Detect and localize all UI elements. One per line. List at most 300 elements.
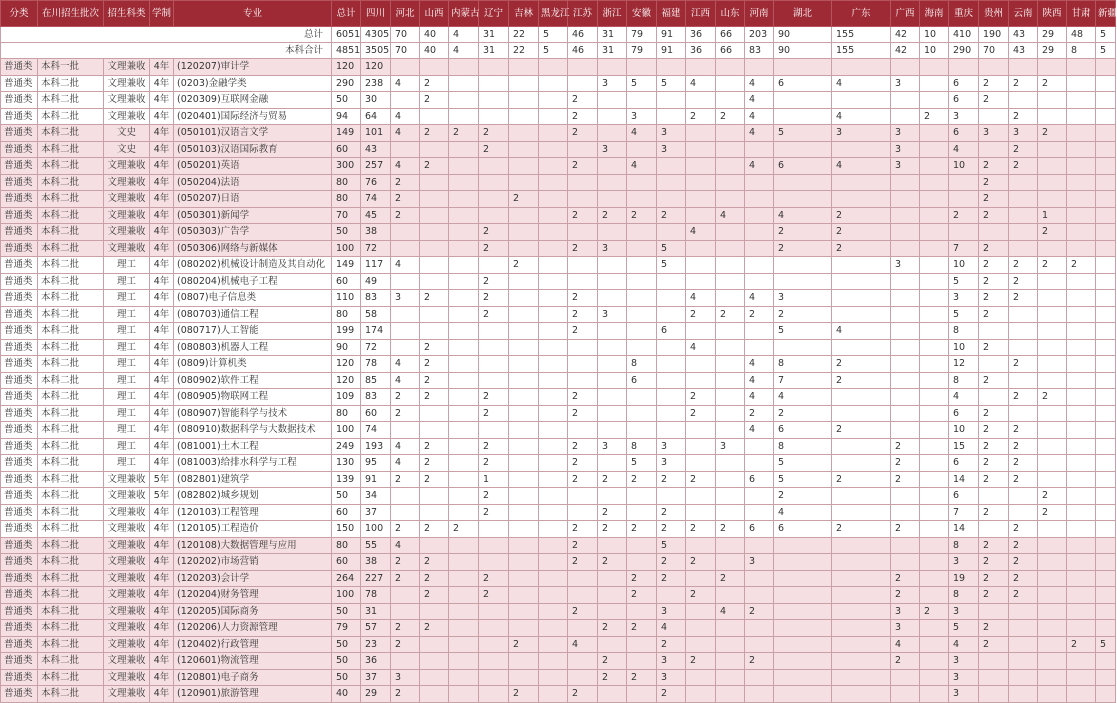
quota-cell bbox=[479, 620, 509, 637]
quota-cell bbox=[686, 570, 716, 587]
quota-cell: 4 bbox=[391, 537, 420, 554]
quota-cell bbox=[891, 306, 920, 323]
quota-cell bbox=[1067, 653, 1096, 670]
subject-cell: 文理兼收 bbox=[104, 570, 150, 587]
quota-cell bbox=[979, 488, 1009, 505]
quota-cell bbox=[745, 191, 774, 208]
total-value: 36 bbox=[686, 43, 716, 59]
major-cell: (080803)机器人工程 bbox=[174, 339, 332, 356]
quota-cell: 76 bbox=[361, 174, 391, 191]
quota-cell bbox=[598, 323, 627, 340]
quota-cell bbox=[891, 174, 920, 191]
quota-cell: 4 bbox=[627, 158, 657, 175]
quota-cell bbox=[539, 504, 568, 521]
quota-cell: 2 bbox=[391, 620, 420, 637]
total-label: 本科合计 bbox=[1, 43, 332, 59]
quota-cell: 4 bbox=[686, 224, 716, 241]
quota-cell: 2 bbox=[891, 455, 920, 472]
quota-cell bbox=[1038, 620, 1067, 637]
quota-cell bbox=[657, 389, 686, 406]
column-header: 广西 bbox=[891, 1, 920, 27]
quota-cell: 2 bbox=[1067, 257, 1096, 274]
major-cell: (0809)计算机类 bbox=[174, 356, 332, 373]
quota-cell bbox=[539, 554, 568, 571]
quota-cell: 2 bbox=[420, 92, 449, 109]
column-header: 湖北 bbox=[774, 1, 832, 27]
quota-cell bbox=[449, 570, 479, 587]
quota-cell: 5 bbox=[657, 257, 686, 274]
total-value: 31 bbox=[479, 27, 509, 43]
quota-cell bbox=[657, 191, 686, 208]
major-cell: (080910)数据科学与大数据技术 bbox=[174, 422, 332, 439]
quota-cell: 4 bbox=[627, 125, 657, 142]
quota-cell bbox=[686, 372, 716, 389]
quota-cell bbox=[1067, 191, 1096, 208]
quota-cell bbox=[891, 59, 920, 76]
quota-cell: 2 bbox=[1009, 537, 1038, 554]
total-value: 90 bbox=[774, 43, 832, 59]
quota-cell: 120 bbox=[332, 59, 361, 76]
quota-cell: 3 bbox=[891, 620, 920, 637]
quota-cell: 4 bbox=[391, 356, 420, 373]
quota-cell: 2 bbox=[716, 306, 745, 323]
subject-cell: 理工 bbox=[104, 422, 150, 439]
quota-cell bbox=[716, 323, 745, 340]
quota-cell bbox=[509, 521, 539, 538]
quota-cell bbox=[979, 521, 1009, 538]
quota-cell bbox=[539, 669, 568, 686]
quota-cell bbox=[920, 174, 949, 191]
quota-cell bbox=[1009, 488, 1038, 505]
quota-cell bbox=[1096, 59, 1116, 76]
quota-cell: 2 bbox=[1009, 471, 1038, 488]
major-cell: (050204)法语 bbox=[174, 174, 332, 191]
quota-cell bbox=[832, 455, 891, 472]
quota-cell bbox=[774, 636, 832, 653]
total-value: 42 bbox=[891, 27, 920, 43]
column-header: 内蒙古 bbox=[449, 1, 479, 27]
category-cell: 普通类 bbox=[1, 207, 38, 224]
quota-cell: 101 bbox=[361, 125, 391, 142]
quota-cell bbox=[509, 653, 539, 670]
quota-cell bbox=[1038, 587, 1067, 604]
table-row bbox=[1, 339, 1116, 356]
quota-cell: 5 bbox=[774, 471, 832, 488]
quota-cell: 2 bbox=[657, 504, 686, 521]
quota-cell: 4 bbox=[391, 257, 420, 274]
quota-cell: 2 bbox=[1009, 570, 1038, 587]
quota-cell: 3 bbox=[949, 603, 979, 620]
quota-cell: 3 bbox=[657, 669, 686, 686]
quota-cell bbox=[449, 323, 479, 340]
quota-cell bbox=[686, 636, 716, 653]
category-cell: 普通类 bbox=[1, 59, 38, 76]
quota-cell bbox=[1067, 554, 1096, 571]
years-cell: 4年 bbox=[150, 174, 174, 191]
quota-cell: 2 bbox=[479, 306, 509, 323]
quota-cell bbox=[539, 521, 568, 538]
quota-cell: 2 bbox=[891, 570, 920, 587]
category-cell: 普通类 bbox=[1, 108, 38, 125]
major-cell: (080905)物联网工程 bbox=[174, 389, 332, 406]
quota-cell: 6 bbox=[774, 422, 832, 439]
quota-cell: 2 bbox=[1009, 438, 1038, 455]
category-cell: 普通类 bbox=[1, 92, 38, 109]
total-value: 8 bbox=[1067, 43, 1096, 59]
quota-cell bbox=[920, 290, 949, 307]
quota-cell bbox=[1096, 471, 1116, 488]
quota-cell bbox=[627, 323, 657, 340]
total-value: 6051 bbox=[332, 27, 361, 43]
quota-cell bbox=[979, 323, 1009, 340]
quota-cell bbox=[627, 405, 657, 422]
quota-cell bbox=[1067, 686, 1096, 703]
quota-cell: 12 bbox=[949, 356, 979, 373]
quota-cell bbox=[1067, 455, 1096, 472]
quota-cell bbox=[509, 537, 539, 554]
quota-cell bbox=[509, 141, 539, 158]
quota-cell: 2 bbox=[1009, 141, 1038, 158]
column-header: 吉林 bbox=[509, 1, 539, 27]
quota-cell bbox=[1009, 405, 1038, 422]
quota-cell: 2 bbox=[568, 405, 598, 422]
quota-cell bbox=[774, 537, 832, 554]
quota-cell bbox=[598, 389, 627, 406]
quota-cell: 257 bbox=[361, 158, 391, 175]
quota-cell: 2 bbox=[568, 125, 598, 142]
quota-cell bbox=[920, 570, 949, 587]
quota-cell bbox=[920, 422, 949, 439]
total-value: 4 bbox=[449, 43, 479, 59]
quota-cell: 2 bbox=[745, 653, 774, 670]
quota-cell: 7 bbox=[949, 240, 979, 257]
years-cell: 4年 bbox=[150, 570, 174, 587]
quota-cell: 3 bbox=[657, 125, 686, 142]
quota-cell bbox=[657, 92, 686, 109]
quota-cell bbox=[539, 191, 568, 208]
quota-cell: 2 bbox=[479, 389, 509, 406]
quota-cell bbox=[539, 686, 568, 703]
quota-cell bbox=[1096, 603, 1116, 620]
quota-cell: 5 bbox=[627, 455, 657, 472]
table-row bbox=[1, 554, 1116, 571]
quota-cell: 2 bbox=[979, 240, 1009, 257]
quota-cell bbox=[1096, 686, 1116, 703]
total-value: 79 bbox=[627, 27, 657, 43]
quota-cell bbox=[449, 141, 479, 158]
category-cell: 普通类 bbox=[1, 372, 38, 389]
total-value: 4851 bbox=[332, 43, 361, 59]
quota-cell bbox=[920, 240, 949, 257]
quota-cell bbox=[774, 620, 832, 637]
quota-cell bbox=[686, 686, 716, 703]
quota-cell: 5 bbox=[774, 323, 832, 340]
column-header: 浙江 bbox=[598, 1, 627, 27]
quota-cell: 6 bbox=[949, 455, 979, 472]
category-cell: 普通类 bbox=[1, 273, 38, 290]
quota-cell bbox=[598, 686, 627, 703]
quota-cell bbox=[509, 372, 539, 389]
quota-cell bbox=[539, 290, 568, 307]
quota-cell bbox=[1096, 240, 1116, 257]
quota-cell: 3 bbox=[598, 141, 627, 158]
category-cell: 普通类 bbox=[1, 290, 38, 307]
quota-cell bbox=[1067, 521, 1096, 538]
table-row bbox=[1, 75, 1116, 92]
quota-cell bbox=[745, 504, 774, 521]
quota-cell bbox=[449, 207, 479, 224]
quota-cell: 2 bbox=[1009, 455, 1038, 472]
quota-cell bbox=[1067, 92, 1096, 109]
quota-cell bbox=[479, 669, 509, 686]
quota-cell bbox=[832, 438, 891, 455]
quota-cell: 80 bbox=[332, 537, 361, 554]
quota-cell bbox=[1067, 339, 1096, 356]
quota-cell: 23 bbox=[361, 636, 391, 653]
quota-cell bbox=[774, 587, 832, 604]
quota-cell bbox=[1096, 306, 1116, 323]
quota-cell: 174 bbox=[361, 323, 391, 340]
quota-cell: 120 bbox=[332, 372, 361, 389]
quota-cell bbox=[1009, 686, 1038, 703]
quota-cell: 2 bbox=[568, 554, 598, 571]
quota-cell bbox=[891, 108, 920, 125]
quota-cell: 3 bbox=[1009, 125, 1038, 142]
quota-cell bbox=[539, 636, 568, 653]
quota-cell: 50 bbox=[332, 603, 361, 620]
batch-cell: 本科二批 bbox=[38, 389, 104, 406]
quota-cell bbox=[1096, 257, 1116, 274]
quota-cell bbox=[774, 273, 832, 290]
quota-cell bbox=[1067, 75, 1096, 92]
quota-cell bbox=[449, 471, 479, 488]
years-cell: 4年 bbox=[150, 587, 174, 604]
quota-cell: 4 bbox=[745, 92, 774, 109]
quota-cell bbox=[598, 92, 627, 109]
quota-cell: 3 bbox=[657, 455, 686, 472]
quota-cell: 3 bbox=[891, 158, 920, 175]
quota-cell: 2 bbox=[657, 636, 686, 653]
quota-cell: 2 bbox=[979, 438, 1009, 455]
quota-cell: 29 bbox=[361, 686, 391, 703]
quota-cell: 2 bbox=[949, 207, 979, 224]
quota-cell bbox=[1067, 356, 1096, 373]
quota-cell: 2 bbox=[686, 521, 716, 538]
quota-cell bbox=[657, 356, 686, 373]
quota-cell: 4 bbox=[745, 356, 774, 373]
quota-cell bbox=[920, 504, 949, 521]
quota-cell bbox=[598, 372, 627, 389]
quota-cell: 2 bbox=[568, 306, 598, 323]
subject-cell: 文理兼收 bbox=[104, 521, 150, 538]
quota-cell bbox=[420, 537, 449, 554]
total-value: 40 bbox=[420, 43, 449, 59]
quota-cell bbox=[1096, 290, 1116, 307]
quota-cell bbox=[745, 141, 774, 158]
quota-cell bbox=[598, 191, 627, 208]
batch-cell: 本科二批 bbox=[38, 372, 104, 389]
quota-cell bbox=[1038, 686, 1067, 703]
quota-cell bbox=[1096, 620, 1116, 637]
total-value: 10 bbox=[920, 27, 949, 43]
quota-cell bbox=[920, 669, 949, 686]
quota-cell bbox=[1096, 455, 1116, 472]
quota-cell bbox=[891, 504, 920, 521]
table-row bbox=[1, 290, 1116, 307]
quota-cell: 2 bbox=[568, 603, 598, 620]
quota-cell bbox=[979, 224, 1009, 241]
major-cell: (050303)广告学 bbox=[174, 224, 332, 241]
quota-cell bbox=[774, 686, 832, 703]
subject-cell: 理工 bbox=[104, 339, 150, 356]
quota-cell bbox=[920, 191, 949, 208]
quota-cell bbox=[449, 92, 479, 109]
quota-cell bbox=[832, 587, 891, 604]
quota-cell bbox=[716, 174, 745, 191]
quota-cell bbox=[1096, 372, 1116, 389]
quota-cell: 43 bbox=[361, 141, 391, 158]
quota-cell bbox=[509, 471, 539, 488]
total-value: 29 bbox=[1038, 27, 1067, 43]
quota-cell: 120 bbox=[361, 59, 391, 76]
subject-cell: 理工 bbox=[104, 405, 150, 422]
quota-cell bbox=[774, 92, 832, 109]
quota-cell: 2 bbox=[627, 471, 657, 488]
quota-cell: 5 bbox=[949, 273, 979, 290]
quota-cell: 2 bbox=[479, 504, 509, 521]
quota-cell bbox=[1096, 389, 1116, 406]
quota-cell bbox=[1096, 570, 1116, 587]
quota-cell bbox=[509, 405, 539, 422]
quota-cell bbox=[686, 59, 716, 76]
years-cell: 4年 bbox=[150, 405, 174, 422]
quota-cell bbox=[568, 174, 598, 191]
quota-cell: 2 bbox=[1009, 422, 1038, 439]
major-cell: (020309)互联网金融 bbox=[174, 92, 332, 109]
quota-cell bbox=[716, 653, 745, 670]
quota-cell: 109 bbox=[332, 389, 361, 406]
quota-cell: 2 bbox=[420, 521, 449, 538]
batch-cell: 本科二批 bbox=[38, 356, 104, 373]
years-cell: 4年 bbox=[150, 290, 174, 307]
quota-cell: 64 bbox=[361, 108, 391, 125]
subject-cell: 文理兼收 bbox=[104, 75, 150, 92]
batch-cell: 本科二批 bbox=[38, 224, 104, 241]
quota-cell bbox=[716, 389, 745, 406]
quota-cell bbox=[716, 669, 745, 686]
quota-cell bbox=[568, 504, 598, 521]
quota-cell bbox=[716, 455, 745, 472]
quota-cell bbox=[1067, 488, 1096, 505]
quota-cell bbox=[627, 141, 657, 158]
quota-cell bbox=[1096, 356, 1116, 373]
quota-cell: 2 bbox=[657, 521, 686, 538]
batch-cell: 本科二批 bbox=[38, 257, 104, 274]
quota-cell bbox=[420, 108, 449, 125]
total-value: 3505 bbox=[361, 43, 391, 59]
quota-cell bbox=[686, 257, 716, 274]
quota-cell bbox=[568, 488, 598, 505]
quota-cell bbox=[539, 108, 568, 125]
quota-cell bbox=[832, 603, 891, 620]
quota-cell bbox=[1009, 653, 1038, 670]
quota-cell: 2 bbox=[774, 306, 832, 323]
quota-cell bbox=[1096, 554, 1116, 571]
quota-cell bbox=[509, 620, 539, 637]
quota-cell bbox=[598, 405, 627, 422]
quota-cell bbox=[949, 59, 979, 76]
quota-cell bbox=[539, 257, 568, 274]
quota-cell bbox=[568, 59, 598, 76]
quota-cell bbox=[420, 191, 449, 208]
years-cell: 4年 bbox=[150, 686, 174, 703]
quota-cell: 40 bbox=[332, 686, 361, 703]
batch-cell: 本科二批 bbox=[38, 603, 104, 620]
column-header: 河北 bbox=[391, 1, 420, 27]
quota-cell bbox=[509, 323, 539, 340]
total-value: 46 bbox=[568, 43, 598, 59]
quota-cell: 2 bbox=[420, 372, 449, 389]
quota-cell: 4 bbox=[832, 75, 891, 92]
quota-cell bbox=[686, 537, 716, 554]
total-value: 4305 bbox=[361, 27, 391, 43]
quota-cell: 2 bbox=[420, 471, 449, 488]
quota-cell bbox=[920, 306, 949, 323]
quota-cell: 2 bbox=[1009, 158, 1038, 175]
quota-cell bbox=[1067, 240, 1096, 257]
quota-cell bbox=[627, 339, 657, 356]
quota-cell bbox=[627, 290, 657, 307]
quota-cell: 2 bbox=[627, 207, 657, 224]
quota-cell bbox=[745, 339, 774, 356]
category-cell: 普通类 bbox=[1, 306, 38, 323]
quota-cell: 238 bbox=[361, 75, 391, 92]
batch-cell: 本科二批 bbox=[38, 290, 104, 307]
quota-cell bbox=[539, 405, 568, 422]
quota-cell: 2 bbox=[627, 669, 657, 686]
quota-cell bbox=[479, 59, 509, 76]
batch-cell: 本科二批 bbox=[38, 488, 104, 505]
table-row bbox=[1, 240, 1116, 257]
quota-cell bbox=[1067, 504, 1096, 521]
table-row bbox=[1, 389, 1116, 406]
quota-cell bbox=[420, 636, 449, 653]
quota-cell bbox=[539, 620, 568, 637]
quota-cell: 117 bbox=[361, 257, 391, 274]
quota-cell: 2 bbox=[598, 669, 627, 686]
quota-cell bbox=[449, 636, 479, 653]
quota-cell bbox=[979, 108, 1009, 125]
quota-cell: 4 bbox=[745, 422, 774, 439]
total-value: 46 bbox=[568, 27, 598, 43]
quota-cell bbox=[509, 125, 539, 142]
quota-cell: 6 bbox=[949, 92, 979, 109]
table-row bbox=[1, 653, 1116, 670]
quota-cell: 14 bbox=[949, 521, 979, 538]
quota-cell: 8 bbox=[774, 356, 832, 373]
quota-cell bbox=[832, 141, 891, 158]
quota-cell bbox=[657, 108, 686, 125]
category-cell: 普通类 bbox=[1, 125, 38, 142]
quota-cell: 4 bbox=[686, 75, 716, 92]
quota-cell: 2 bbox=[1038, 389, 1067, 406]
quota-cell bbox=[716, 290, 745, 307]
quota-cell bbox=[509, 290, 539, 307]
subject-cell: 文理兼收 bbox=[104, 488, 150, 505]
quota-cell bbox=[1038, 603, 1067, 620]
quota-cell bbox=[1038, 669, 1067, 686]
table-row bbox=[1, 108, 1116, 125]
